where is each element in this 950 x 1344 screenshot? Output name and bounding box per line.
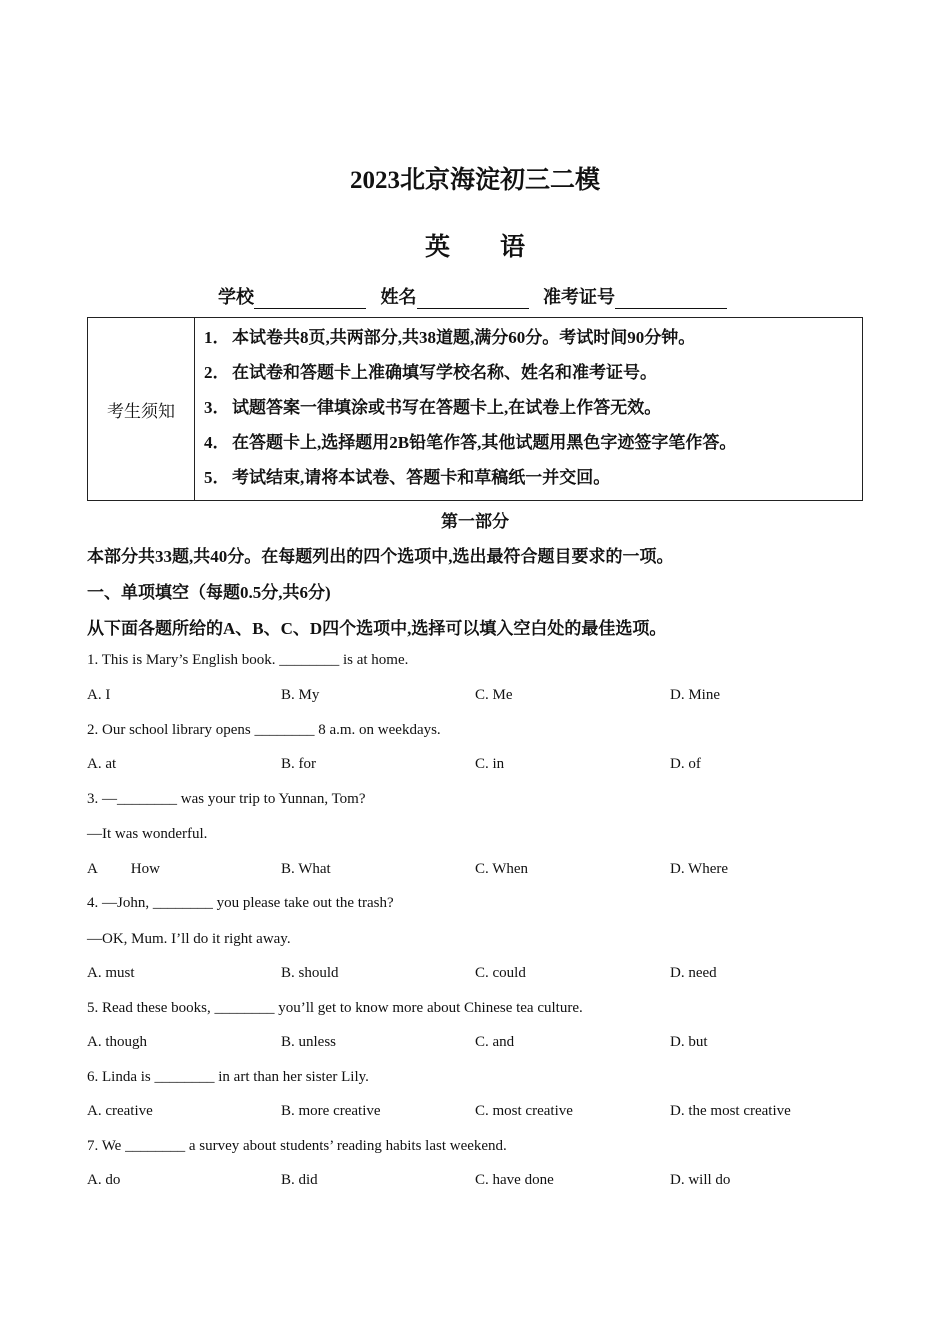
option-a[interactable]: A How (87, 861, 160, 877)
question-stem: 6. Linda is ________ in art than her sister Lily. (87, 1069, 369, 1085)
question-stem: 5. Read these books, ________ you’ll get to know more about Chinese tea culture. (87, 1000, 583, 1016)
part-heading: 第一部分 (441, 512, 509, 531)
option-c[interactable]: C. Me (475, 687, 513, 703)
option-b[interactable]: B. My (281, 687, 320, 703)
option-a[interactable]: A. at (87, 756, 117, 772)
notice-item: 3． 试题答案一律填涂或书写在答题卡上,在试卷上作答无效。 (204, 398, 662, 417)
option-b[interactable]: B. unless (281, 1034, 337, 1050)
notice-items (204, 326, 736, 501)
question-stem: 4. —John, ________ you please take out the trash? (87, 895, 394, 911)
exam-id-blank[interactable] (615, 290, 727, 309)
name-label: 姓名 (380, 287, 417, 307)
school-blank[interactable] (254, 290, 366, 309)
question-stem: 3. —________ was your trip to Yunnan, Tom? (87, 791, 366, 807)
option-d[interactable]: D. will do (670, 1172, 731, 1188)
option-c[interactable]: C. could (475, 965, 526, 981)
question-stem: 7. We ________ a survey about students’ reading habits last weekend. (87, 1138, 507, 1154)
section-title: 一、单项填空（每题0.5分,共6分) (87, 583, 331, 602)
option-c[interactable]: C. have done (475, 1172, 554, 1188)
option-a[interactable]: A. I (87, 687, 111, 703)
exam-id-label: 准考证号 (543, 287, 615, 307)
option-c[interactable]: C. and (475, 1034, 515, 1050)
option-c[interactable]: C. in (475, 756, 505, 772)
option-c[interactable]: C. most creative (475, 1103, 573, 1119)
section-instruction: 从下面各题所给的A、B、C、D四个选项中,选择可以填入空白处的最佳选项。 (87, 619, 667, 638)
option-a[interactable]: A. creative (87, 1103, 153, 1119)
option-a[interactable]: A. though (87, 1034, 147, 1050)
option-d[interactable]: D. Mine (670, 687, 720, 703)
notice-item: 2． 在试卷和答题卡上准确填写学校名称、姓名和准考证号。 (204, 363, 657, 382)
notice-item: 1． 本试卷共8页,共两部分,共38道题,满分60分。考试时间90分钟。 (204, 328, 696, 347)
option-d[interactable]: D. of (670, 756, 701, 772)
option-d[interactable]: D. the most creative (670, 1103, 791, 1119)
notice-item: 5． 考试结束,请将本试卷、答题卡和草稿纸一并交回。 (204, 468, 611, 487)
option-d[interactable]: D. Where (670, 861, 729, 877)
page-title: 2023北京海淀初三二模 (349, 167, 600, 194)
question-reply: —It was wonderful. (87, 826, 208, 842)
school-label: 学校 (218, 287, 254, 307)
subject-title: 英语 (424, 234, 575, 261)
option-b[interactable]: B. did (281, 1172, 318, 1188)
option-b[interactable]: B. What (281, 861, 331, 877)
notice-box (87, 317, 863, 501)
part-intro: 本部分共33题,共40分。在每题列出的四个选项中,选出最符合题目要求的一项。 (87, 547, 674, 566)
option-c[interactable]: C. When (475, 861, 529, 877)
question-reply: —OK, Mum. I’ll do it right away. (87, 931, 291, 947)
option-b[interactable]: B. more creative (281, 1103, 381, 1119)
question-stem: 2. Our school library opens ________ 8 a.m. on weekdays. (87, 722, 441, 738)
notice-label: 考生须知 (88, 318, 195, 500)
info-fields (218, 283, 737, 309)
name-blank[interactable] (417, 290, 529, 309)
option-d[interactable]: D. need (670, 965, 717, 981)
option-b[interactable]: B. should (281, 965, 339, 981)
notice-item: 4． 在答题卡上,选择题用2B铅笔作答,其他试题用黑色字迹签字笔作答。 (204, 433, 737, 452)
option-d[interactable]: D. but (670, 1034, 708, 1050)
option-b[interactable]: B. for (281, 756, 316, 772)
option-a[interactable]: A. must (87, 965, 135, 981)
question-stem: 1. This is Mary’s English book. ________ is at home. (87, 652, 409, 668)
option-a[interactable]: A. do (87, 1172, 121, 1188)
